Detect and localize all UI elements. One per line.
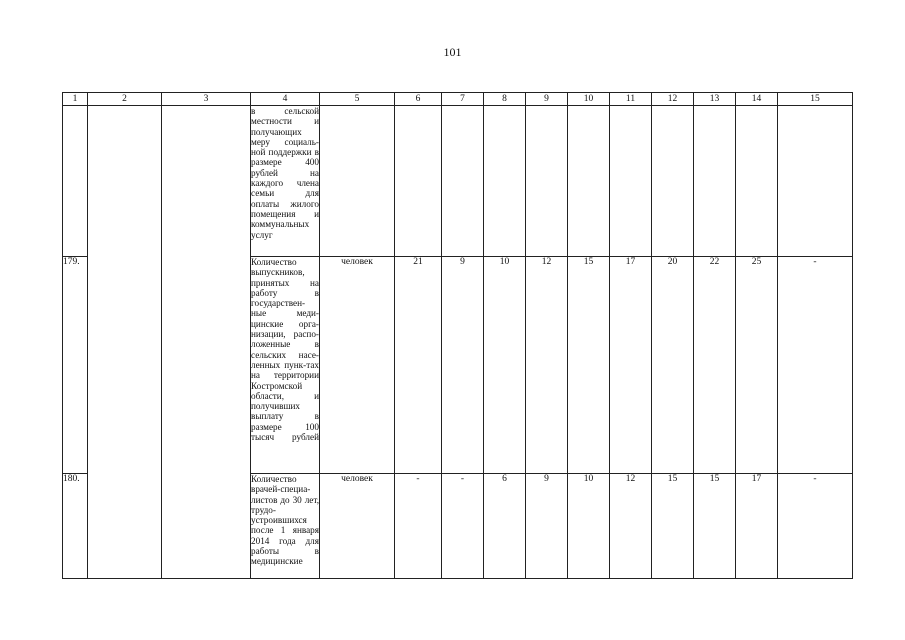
value-cell: 21 [395,257,442,474]
value-cell: 17 [610,257,652,474]
value-cell [526,106,568,257]
row-number [63,106,88,257]
value-cell: 10 [484,257,526,474]
table-row [63,106,853,257]
value-cell [736,106,778,257]
data-table [62,92,853,579]
value-cell [610,106,652,257]
indicator-text: Количество выпускников, принятых на работу в государствен-ные меди-цинские орга-низации, распо-ложенные в сельских насе-ленных пунк-тах на территории Костромской области, и получивших выплату в размере 100 тысяч рублей [251,257,319,443]
value-cell [694,106,736,257]
value-cell [568,106,610,257]
value-cell: 22 [694,257,736,474]
value-cell [778,106,853,257]
value-cell [442,106,484,257]
value-cell: 9 [442,257,484,474]
value-cell: - [778,474,853,579]
value-cell [484,106,526,257]
value-cell: 15 [652,474,694,579]
header-cell: 6 [395,93,442,106]
value-cell [652,106,694,257]
merged-cell-col3 [162,106,251,579]
header-cell: 15 [778,93,853,106]
indicator-description [251,106,320,257]
indicator-text: в сельской местности и получающих меру социаль-ной поддержки в размере 400 рублей на каждого члена семьи для оплаты жилого помещения и коммунальных услуг [251,106,319,240]
value-cell: 12 [610,474,652,579]
indicator-description [251,474,320,579]
header-cell: 5 [320,93,395,106]
unit-cell: человек [320,474,395,579]
merged-cell-col2 [88,106,162,579]
header-cell: 1 [63,93,88,106]
value-cell: 10 [568,474,610,579]
header-cell: 13 [694,93,736,106]
value-cell: 9 [526,474,568,579]
header-cell: 8 [484,93,526,106]
header-cell: 2 [88,93,162,106]
header-cell: 3 [162,93,251,106]
value-cell: - [395,474,442,579]
indicator-text: Количество врачей-специа-листов до 30 лет, трудо-устроившихся после 1 января 2014 года для работы в медицинские [251,474,319,567]
unit-cell [320,106,395,257]
page-number: 101 [443,45,462,59]
indicator-description [251,257,320,474]
row-number: 179. [63,257,88,474]
unit-cell: человек [320,257,395,474]
header-cell: 10 [568,93,610,106]
value-cell: 25 [736,257,778,474]
value-cell: 12 [526,257,568,474]
header-row [63,93,853,106]
value-cell: 15 [568,257,610,474]
value-cell: 6 [484,474,526,579]
value-cell: 17 [736,474,778,579]
header-cell: 7 [442,93,484,106]
value-cell: - [778,257,853,474]
value-cell: 15 [694,474,736,579]
value-cell: - [442,474,484,579]
row-number: 180. [63,474,88,579]
header-cell: 14 [736,93,778,106]
header-cell: 12 [652,93,694,106]
value-cell: 20 [652,257,694,474]
header-cell: 4 [251,93,320,106]
header-cell: 9 [526,93,568,106]
header-cell: 11 [610,93,652,106]
value-cell [395,106,442,257]
